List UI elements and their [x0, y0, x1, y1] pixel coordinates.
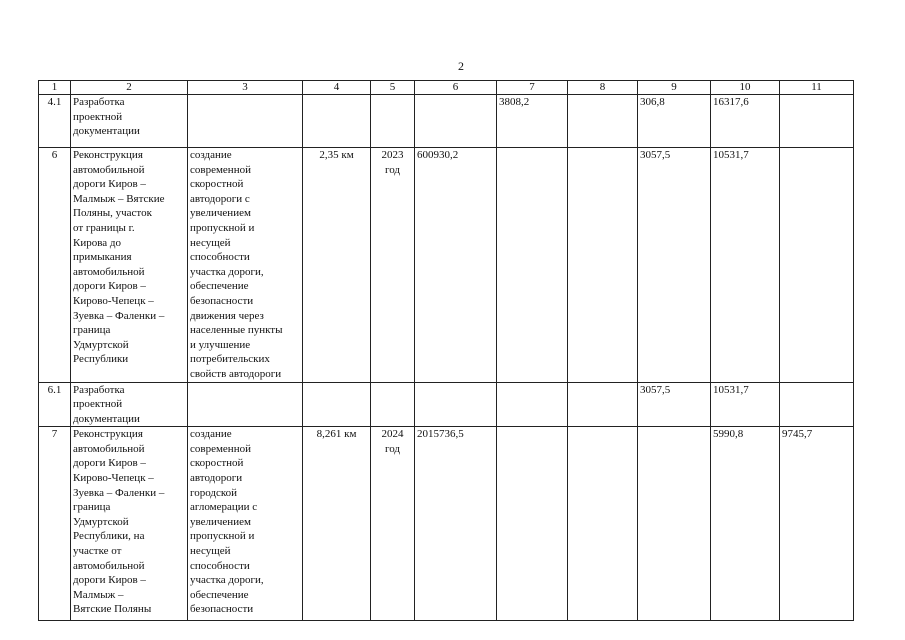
header-cell: 9	[638, 81, 711, 95]
row-name	[71, 427, 188, 621]
row-purpose-line: городской	[190, 486, 238, 499]
row-col11	[780, 148, 854, 383]
row-purpose-line: создание	[190, 149, 232, 161]
row-name-line: автомобильной	[73, 442, 145, 455]
row-purpose	[188, 382, 303, 427]
header-cell: 11	[780, 81, 854, 95]
row-purpose-line: участка дороги,	[190, 574, 264, 587]
row-name-line: дороги Киров –	[73, 457, 146, 470]
row-name-line: дороги Киров –	[73, 574, 146, 587]
header-cell: 6	[415, 81, 497, 95]
row-purpose-line: пропускной и	[190, 221, 255, 234]
row-col7	[497, 427, 568, 621]
row-name-line: Малмыж – Вятские	[73, 192, 165, 205]
row-year-line: год	[384, 163, 401, 176]
row-name-line: Кирово-Чепецк –	[73, 472, 154, 485]
table-row	[39, 382, 854, 427]
table-row	[39, 427, 854, 621]
row-length	[303, 382, 371, 427]
row-name-line: Вятские Поляны	[73, 603, 152, 616]
row-name-line: Зуевка – Фаленки –	[73, 309, 165, 322]
row-purpose-line: скоростной	[190, 457, 244, 470]
table-row	[39, 148, 854, 383]
row-purpose-line: современной	[190, 163, 251, 176]
header-cell: 3	[188, 81, 303, 95]
row-purpose-line: пропускной и	[190, 530, 255, 543]
row-col10: 10531,7	[711, 148, 780, 383]
row-name-line: Зуевка – Фаленки –	[73, 486, 165, 499]
row-name-line: Поляны, участок	[73, 207, 152, 220]
row-index: 7	[39, 427, 71, 621]
row-year	[371, 427, 415, 621]
row-col6: 2015736,5	[415, 427, 497, 621]
row-purpose-line: способности	[190, 251, 250, 264]
row-name	[71, 382, 188, 427]
row-name-line: автомобильной	[73, 559, 145, 572]
row-name-line: участке от	[73, 545, 122, 558]
row-name-line: Кирово-Чепецк –	[73, 294, 154, 307]
row-year	[371, 95, 415, 148]
row-purpose-line: населенные пункты	[190, 324, 283, 337]
row-index: 4.1	[39, 95, 71, 148]
table-row	[39, 95, 854, 148]
row-col7: 3808,2	[497, 95, 568, 148]
row-purpose-line: увеличением	[190, 207, 251, 220]
header-cell: 5	[371, 81, 415, 95]
row-name-line: проектной	[73, 110, 123, 123]
row-name-line: автомобильной	[73, 265, 145, 278]
header-cell: 4	[303, 81, 371, 95]
row-name	[71, 95, 188, 148]
row-col9	[638, 427, 711, 621]
row-year-line: год	[384, 442, 401, 455]
row-purpose-line: обеспечение	[190, 280, 249, 293]
header-row	[39, 81, 854, 95]
row-name-line: проектной	[73, 398, 123, 411]
header-cell: 1	[39, 81, 71, 95]
row-col9: 3057,5	[638, 382, 711, 427]
page-number: 2	[458, 59, 464, 73]
row-name-line: дороги Киров –	[73, 280, 146, 293]
row-name-line: документации	[73, 412, 140, 425]
row-col9: 306,8	[638, 95, 711, 148]
row-index: 6.1	[39, 382, 71, 427]
row-name-line: Кирова до	[73, 236, 122, 249]
row-purpose-line: создание	[190, 428, 232, 441]
row-name-line: документации	[73, 125, 140, 138]
row-name-line: граница	[73, 324, 111, 337]
row-name-line: Удмуртской	[73, 515, 129, 528]
header-cell: 7	[497, 81, 568, 95]
row-length: 8,261 км	[303, 427, 371, 621]
row-year-line: 2023	[381, 149, 404, 161]
row-purpose-line: способности	[190, 559, 250, 572]
row-name-line: граница	[73, 501, 111, 514]
row-col8	[568, 382, 638, 427]
row-name-line: Удмуртской	[73, 338, 129, 351]
row-purpose-line: скоростной	[190, 178, 244, 191]
row-purpose-line: автодороги	[190, 472, 243, 485]
row-purpose-line: агломерации с	[190, 501, 258, 514]
row-purpose-line: и улучшение	[190, 338, 251, 351]
row-purpose-line: несущей	[190, 236, 231, 249]
row-name-line: дороги Киров –	[73, 178, 146, 191]
header-cell: 2	[71, 81, 188, 95]
row-name-line: Реконструкция	[73, 428, 143, 441]
row-col10: 16317,6	[711, 95, 780, 148]
row-col8	[568, 95, 638, 148]
row-col11: 9745,7	[780, 427, 854, 621]
row-length: 2,35 км	[303, 148, 371, 383]
row-index: 6	[39, 148, 71, 383]
row-col11	[780, 382, 854, 427]
row-name-line: от границы г.	[73, 221, 135, 234]
row-col6: 600930,2	[415, 148, 497, 383]
row-year	[371, 382, 415, 427]
row-name-line: Разработка	[73, 383, 125, 396]
row-purpose-line: обеспечение	[190, 588, 249, 601]
data-table	[38, 80, 854, 621]
row-purpose-line: увеличением	[190, 515, 251, 528]
row-purpose-line: безопасности	[190, 294, 254, 307]
row-col6	[415, 382, 497, 427]
header-cell: 8	[568, 81, 638, 95]
row-col10: 10531,7	[711, 382, 780, 427]
row-purpose-line: несущей	[190, 545, 231, 558]
row-purpose	[188, 95, 303, 148]
row-length	[303, 95, 371, 148]
header-cell: 10	[711, 81, 780, 95]
row-name-line: Республики	[73, 353, 129, 366]
row-purpose-line: участка дороги,	[190, 265, 264, 278]
row-col9: 3057,5	[638, 148, 711, 383]
row-col10: 5990,8	[711, 427, 780, 621]
row-purpose	[188, 148, 303, 383]
row-purpose	[188, 427, 303, 621]
row-name	[71, 148, 188, 383]
row-name-line: Разработка	[73, 96, 125, 108]
row-purpose-line: безопасности	[190, 603, 254, 616]
row-purpose-line: современной	[190, 442, 251, 455]
row-name-line: Малмыж –	[73, 588, 124, 601]
row-purpose-line: потребительских	[190, 353, 270, 366]
row-name-line: автомобильной	[73, 163, 145, 176]
row-col7	[497, 148, 568, 383]
row-col8	[568, 148, 638, 383]
row-col6	[415, 95, 497, 148]
row-name-line: Реконструкция	[73, 149, 143, 161]
row-purpose-line: автодороги с	[190, 192, 250, 205]
row-purpose-line: движения через	[190, 309, 264, 322]
row-name-line: Республики, на	[73, 530, 145, 543]
row-purpose-line: свойств автодороги	[190, 367, 282, 380]
row-col7	[497, 382, 568, 427]
row-col8	[568, 427, 638, 621]
row-col11	[780, 95, 854, 148]
row-name-line: примыкания	[73, 251, 132, 264]
row-year-line: 2024	[381, 428, 404, 441]
row-year	[371, 148, 415, 383]
